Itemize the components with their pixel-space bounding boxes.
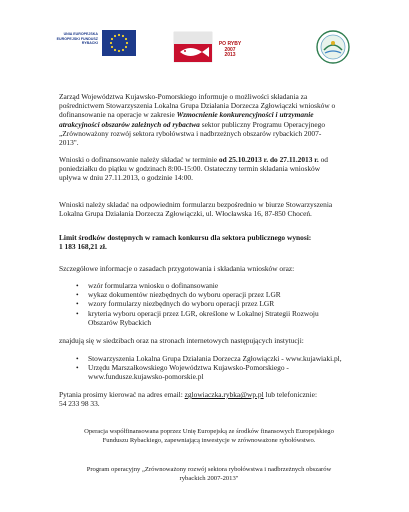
intro-line4-a: atrakcyjności obszarów zależnych od rybactwa [59, 119, 200, 129]
contact-line1-a: Pytania prosimy kierować na adres email: [59, 390, 185, 399]
po-ryby-line1: PO RYBY [218, 41, 242, 47]
po-ryby-line2: 2007 [224, 46, 236, 53]
list-item: • wykaz dokumentów niezbędnych do wyboru operacji przez LGR [74, 290, 366, 299]
deadline-line1 [59, 155, 361, 164]
contact-phone: 54 233 98 33. [59, 399, 100, 409]
lgd-logo-icon [316, 30, 350, 64]
footer-funding [59, 428, 359, 445]
sites-list [74, 354, 366, 382]
eu-logo-line1: UNIA EUROPEJSKA [63, 32, 98, 36]
details-list [74, 281, 366, 327]
limit-paragraph [59, 233, 361, 251]
footer-program [59, 466, 359, 483]
intro-line5: „Zrównoważony rozwój sektora rybołówstwa i nadbrzeżnych obszarów rybackich 2007- [59, 128, 322, 138]
contact-paragraph [59, 390, 361, 408]
list-item [74, 363, 366, 372]
limit-line1: Limit środków dostępnych w ramach konkursu dla sektora publicznego wynosi: [59, 233, 312, 242]
limit-amount: 1 183 168,21 zł. [59, 242, 107, 252]
intro-line4-b: sektor publiczny Programu Operacyjnego [199, 119, 326, 129]
list-item-continuation: Obszarów Rybackich [88, 317, 152, 327]
site2-label: Urzędu Marszałkowskiego Województwa Kujawsko-Pomorskiego - [88, 363, 289, 373]
intro-line2: pośrednictwem Stowarzyszenia Lokalna Grupa Działania Dorzecza Zgłowiączki wniosków o [59, 101, 336, 111]
fish-emblem-icon [172, 28, 216, 66]
place-line2: Lokalna Grupa Działania Dorzecza Zgłowiączki, ul. Włocławska 16, 87-850 Choceń. [59, 209, 312, 219]
place-line1: Wnioski należy składać na odpowiednim formularzu bezpośrednio w biurze Stowarzyszenia [59, 200, 333, 209]
details-intro: Szczegółowe informacje o zasadach przygotowania i składania wniosków oraz: [59, 264, 295, 273]
eu-logo [40, 30, 136, 60]
email-link[interactable]: zglowiaczka.rybka@wp.pl [184, 390, 264, 399]
po-ryby-text [216, 42, 244, 59]
footer-line3: Program operacyjny „Zrównoważony rozwój sektora rybołówstwa i nadbrzeżnych obszarów [86, 466, 332, 473]
site2-link[interactable]: www.fundusze.kujawsko-pomorskie.pl [88, 372, 204, 382]
list-item [74, 354, 366, 363]
deadline-paragraph [59, 155, 361, 183]
intro-line6: 2013". [59, 138, 79, 148]
deadline-line1-a: Wnioski o dofinansowanie należy składać w terminie [59, 155, 219, 164]
eu-logo-line2: EUROPEJSKI FUNDUSZ [56, 36, 98, 41]
intro-line3-b: Wzmocnienie konkurencyjności i utrzymanie [176, 110, 314, 120]
sites-intro: znajdują się w siedzibach oraz na stronach internetowych następujących instytucji: [59, 336, 304, 345]
list-item: • kryteria wyboru operacji przez LGR, określone w Lokalnej Strategii Rozwoju [74, 309, 366, 318]
eu-flag-icon [102, 30, 136, 56]
intro-line3-a: dofinansowanie na operacje w zakresie [59, 110, 177, 120]
intro-line3 [59, 110, 361, 119]
deadline-line3: upływa w dniu 27.11.2013, o godzinie 14:00. [59, 173, 193, 183]
intro-paragraph [59, 92, 361, 147]
list-item: • wzory formularzy niezbędnych do wyboru operacji przez LGR [74, 299, 366, 308]
po-ryby-line3: 2013 [224, 52, 236, 59]
site1-label: Stowarzyszenia Lokalna Grupa Działania Dorzecza Zgłowiączki - [88, 354, 286, 363]
deadline-line2: poniedziałku do piątku w godzinach 8:00-15:00. Ostateczny termin składania wniosków [59, 164, 321, 174]
contact-line1 [59, 390, 361, 399]
list-item: • wzór formularza wniosku o dofinansowanie [74, 281, 366, 290]
contact-line1-c: lub telefonicznie: [263, 390, 318, 399]
intro-line1: Zarząd Województwa Kujawsko-Pomorskiego informuje o możliwości składania za [59, 92, 308, 101]
footer-line1: Operacja współfinansowana poprzez Unię Europejską ze środków finansowych Europejskiego [84, 428, 334, 435]
eu-logo-text [40, 32, 98, 46]
footer-line4: rybackich 2007-2013" [179, 474, 239, 482]
site1-link[interactable]: www.kujawiaki.pl, [285, 354, 342, 363]
deadline-dates: od 25.10.2013 r. do 27.11.2013 r. [218, 155, 319, 164]
eu-logo-line3: RYBACKI [81, 41, 98, 46]
intro-line4 [59, 120, 361, 129]
place-paragraph [59, 200, 361, 218]
po-ryby-logo [172, 28, 252, 66]
footer-line2: Funduszu Rybackiego, zapewniającą inwestycje w zrównoważone rybołówstwo. [102, 436, 316, 444]
deadline-line1-c: od [318, 155, 328, 164]
